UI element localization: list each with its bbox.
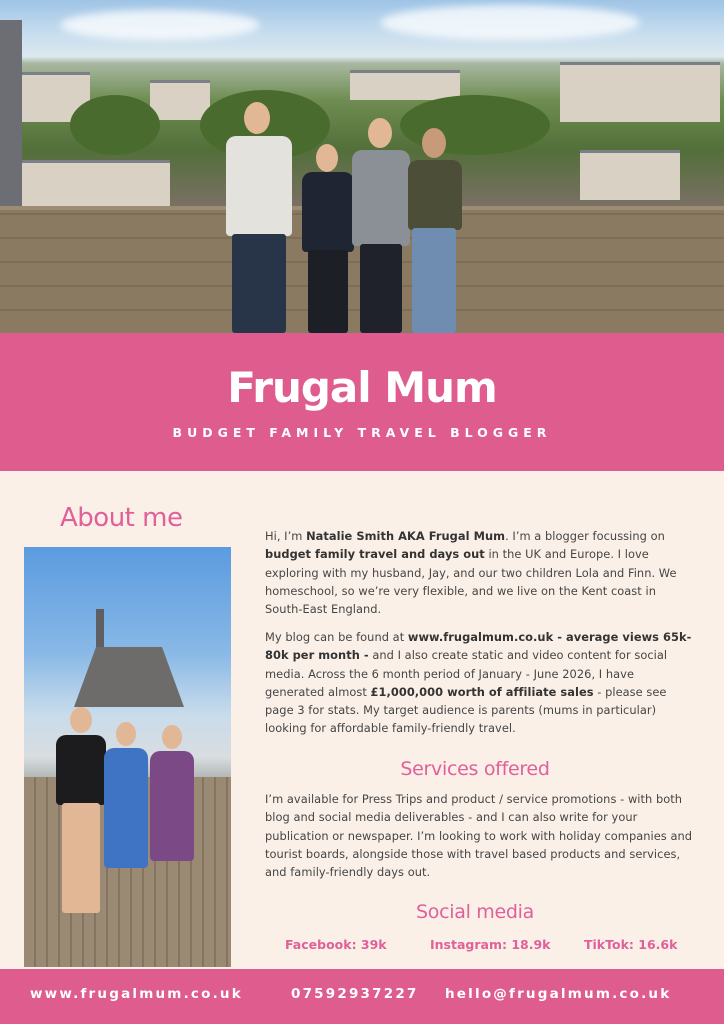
body-text: in the UK and Europe. I love exploring with my husband, Jay, and our two children Lola and Finn. We homeschool, so we’re very flexible, and we live on the Kent coast in South-East England. (265, 547, 677, 617)
photo-person-2 (102, 722, 150, 927)
emphasis-text: budget family travel and days out (265, 547, 485, 562)
body-text: - please see page 3 for stats. My target audience is parents (mums in particular) looking for affordable family-friendly travel. (265, 684, 667, 736)
body-text: Hi, I’m (265, 529, 307, 543)
title-banner (0, 333, 724, 471)
phone-number[interactable]: 07592937227 (291, 986, 419, 1002)
person-4 (404, 126, 464, 333)
person-1 (222, 100, 297, 333)
instagram-stat: Instagram: 18.9k (430, 937, 551, 952)
services-paragraph: I’m available for Press Trips and product / service promotions - with both blog and social media deliverables - and I can also write for your publication or newspaper. I’m looking to work with holiday companies and tourist boards, alongside those with travel based products and services, and family-friendly days out. (265, 792, 693, 880)
website-link[interactable]: www.frugalmum.co.uk (30, 986, 243, 1002)
body-text: and I also create static and video content for social media. Across the 6 month period of January - June 2026, I have generated almost (265, 648, 668, 699)
email-link[interactable]: hello@frugalmum.co.uk (445, 986, 672, 1002)
photo-person-3 (148, 725, 196, 925)
emphasis-text: www.frugalmum.co.uk - average views 65k-80k per month - (265, 630, 692, 663)
hero-family-photo (0, 0, 724, 333)
body-text: My blog can be found at (265, 630, 408, 644)
site-title: Frugal Mum (227, 363, 497, 412)
about-heading: About me (60, 503, 183, 533)
tiktok-stat: TikTok: 16.6k (584, 937, 678, 952)
family-abbey-photo (24, 547, 231, 967)
contact-footer (0, 969, 724, 1024)
body-text: . I’m a blogger focussing on (505, 529, 665, 543)
about-paragraph-2 (265, 628, 695, 738)
social-heading: Social media (416, 901, 534, 923)
facebook-stat: Facebook: 39k (285, 937, 387, 952)
about-paragraph-1 (265, 527, 695, 618)
services-heading: Services offered (400, 758, 550, 780)
photo-person-1 (54, 707, 109, 927)
emphasis-text: £1,000,000 worth of affiliate sales (370, 684, 594, 699)
person-3 (350, 116, 412, 333)
site-subtitle: BUDGET FAMILY TRAVEL BLOGGER (172, 425, 552, 440)
social-stats (265, 937, 695, 957)
emphasis-text: Natalie Smith AKA Frugal Mum (306, 529, 506, 543)
person-2 (300, 142, 355, 333)
